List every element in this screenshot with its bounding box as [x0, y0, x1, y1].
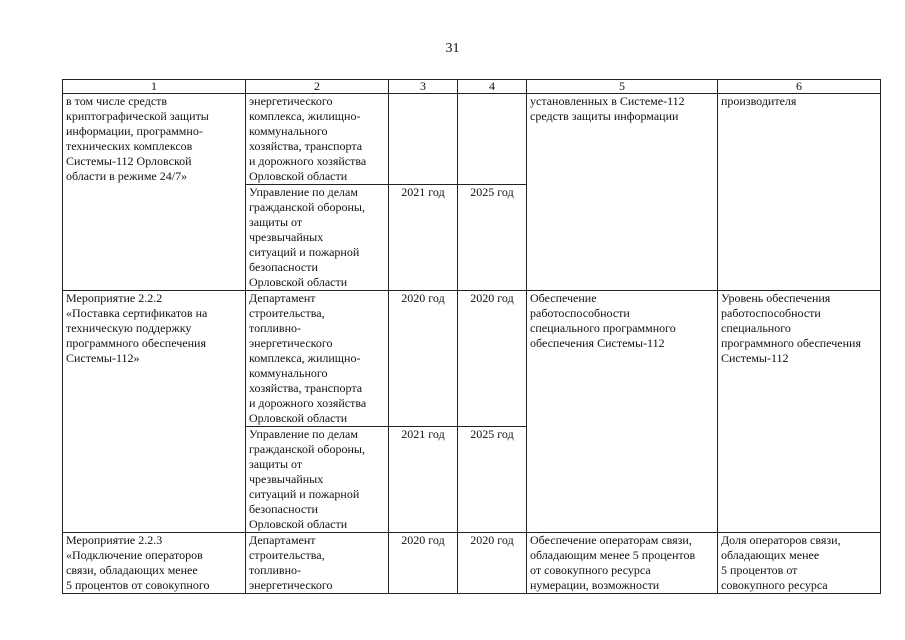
cell-text-line: гражданской обороны, [249, 200, 365, 214]
cell-text-line: области в режиме 24/7» [66, 169, 188, 183]
cell-text-line: Орловской области [249, 169, 348, 183]
cell-text-line: коммунального [249, 124, 328, 138]
cell-text-line: Обеспечение операторам связи, [530, 533, 692, 547]
cell-text-line: Управление по делам [249, 185, 358, 199]
cell-text-line: строительства, [249, 306, 325, 320]
end-year-cell: 2025 год [458, 185, 527, 291]
start-year-cell: 2021 год [389, 427, 458, 533]
cell-text-line: нумерации, возможности [530, 578, 660, 592]
cell-text-line: Системы-112 Орловской [66, 154, 192, 168]
cell-text-line: хозяйства, транспорта [249, 381, 363, 395]
column-number-row [63, 80, 881, 94]
cell-text-line: комплекса, жилищно- [249, 351, 361, 365]
expected-result-cell [527, 533, 718, 594]
cell-text-line: Уровень обеспечения [721, 291, 831, 305]
cell-text-line: защиты от [249, 215, 303, 229]
cell-text-line: Департамент [249, 291, 316, 305]
cell-text-line: комплекса, жилищно- [249, 109, 361, 123]
cell-text-line: топливно- [249, 563, 302, 577]
cell-text-line: Орловской области [249, 411, 348, 425]
column-number: 6 [718, 80, 881, 94]
cell-text-line: совокупного ресурса [721, 578, 828, 592]
cell-text-line: специального программного [530, 321, 676, 335]
cell-text-line: коммунального [249, 366, 328, 380]
cell-text-line: Орловской области [249, 517, 348, 531]
cell-text-line: Мероприятие 2.2.2 [66, 291, 163, 305]
cell-text-line: обладающим менее 5 процентов [530, 548, 696, 562]
expected-result-cell [527, 94, 718, 291]
indicator-cell [718, 533, 881, 594]
cell-text-line: «Подключение операторов [66, 548, 203, 562]
cell-text-line: обеспечения Системы-112 [530, 336, 665, 350]
table-row [63, 94, 881, 185]
page-number: 31 [445, 41, 460, 56]
start-year-cell: 2020 год [389, 533, 458, 594]
cell-text-line: и дорожного хозяйства [249, 396, 367, 410]
cell-text-line: программного обеспечения [721, 336, 861, 350]
cell-text-line: Орловской области [249, 275, 348, 289]
indicator-cell [718, 94, 881, 291]
indicator-cell [718, 291, 881, 533]
cell-text-line: строительства, [249, 548, 325, 562]
cell-text-line: работоспособности [530, 306, 630, 320]
cell-text-line: связи, обладающих менее [66, 563, 198, 577]
cell-text-line: программного обеспечения [66, 336, 206, 350]
cell-text-line: от совокупного ресурса [530, 563, 651, 577]
expected-result-cell [527, 291, 718, 533]
cell-text-line: Системы-112» [66, 351, 140, 365]
executor-cell [246, 94, 389, 185]
cell-text-line: техническую поддержку [66, 321, 192, 335]
measure-name-cell [63, 533, 246, 594]
cell-text-line: Мероприятие 2.2.3 [66, 533, 163, 547]
cell-text-line: Доля операторов связи, [721, 533, 841, 547]
cell-text-line: энергетического [249, 336, 333, 350]
start-year-cell: 2020 год [389, 291, 458, 427]
cell-text-line: и дорожного хозяйства [249, 154, 367, 168]
end-year-cell: 2025 год [458, 427, 527, 533]
cell-text-line: чрезвычайных [249, 472, 324, 486]
cell-text-line: 5 процентов от [721, 563, 798, 577]
column-number: 2 [246, 80, 389, 94]
column-number: 1 [63, 80, 246, 94]
cell-text-line: безопасности [249, 502, 318, 516]
cell-text-line: Департамент [249, 533, 316, 547]
column-number: 3 [389, 80, 458, 94]
cell-text-line: энергетического [249, 94, 333, 108]
cell-text-line: обладающих менее [721, 548, 820, 562]
cell-text-line: ситуаций и пожарной [249, 487, 360, 501]
cell-text-line: работоспособности [721, 306, 821, 320]
cell-text-line: криптографической защиты [66, 109, 209, 123]
cell-text-line: энергетического [249, 578, 333, 592]
cell-text-line: Обеспечение [530, 291, 597, 305]
cell-text-line: установленных в Системе-112 [530, 94, 685, 108]
cell-text-line: безопасности [249, 260, 318, 274]
end-year-cell: 2020 год [458, 533, 527, 594]
end-year-cell: 2020 год [458, 291, 527, 427]
cell-text-line: технических комплексов [66, 139, 193, 153]
start-year-cell [389, 94, 458, 185]
cell-text-line: топливно- [249, 321, 302, 335]
column-number: 4 [458, 80, 527, 94]
cell-text-line: специального [721, 321, 791, 335]
cell-text-line: информации, программно- [66, 124, 203, 138]
measure-name-cell [63, 94, 246, 291]
end-year-cell [458, 94, 527, 185]
table-row [63, 291, 881, 427]
cell-text-line: Управление по делам [249, 427, 358, 441]
executor-cell [246, 185, 389, 291]
executor-cell [246, 427, 389, 533]
cell-text-line: 5 процентов от совокупного [66, 578, 210, 592]
cell-text-line: производителя [721, 94, 797, 108]
cell-text-line: чрезвычайных [249, 230, 324, 244]
cell-text-line: гражданской обороны, [249, 442, 365, 456]
cell-text-line: Системы-112 [721, 351, 789, 365]
start-year-cell: 2021 год [389, 185, 458, 291]
cell-text-line: ситуаций и пожарной [249, 245, 360, 259]
cell-text-line: средств защиты информации [530, 109, 679, 123]
table-row [63, 533, 881, 594]
cell-text-line: хозяйства, транспорта [249, 139, 363, 153]
measures-table [62, 79, 881, 594]
cell-text-line: в том числе средств [66, 94, 168, 108]
column-number: 5 [527, 80, 718, 94]
cell-text-line: защиты от [249, 457, 303, 471]
cell-text-line: «Поставка сертификатов на [66, 306, 208, 320]
executor-cell [246, 291, 389, 427]
executor-cell [246, 533, 389, 594]
measure-name-cell [63, 291, 246, 533]
